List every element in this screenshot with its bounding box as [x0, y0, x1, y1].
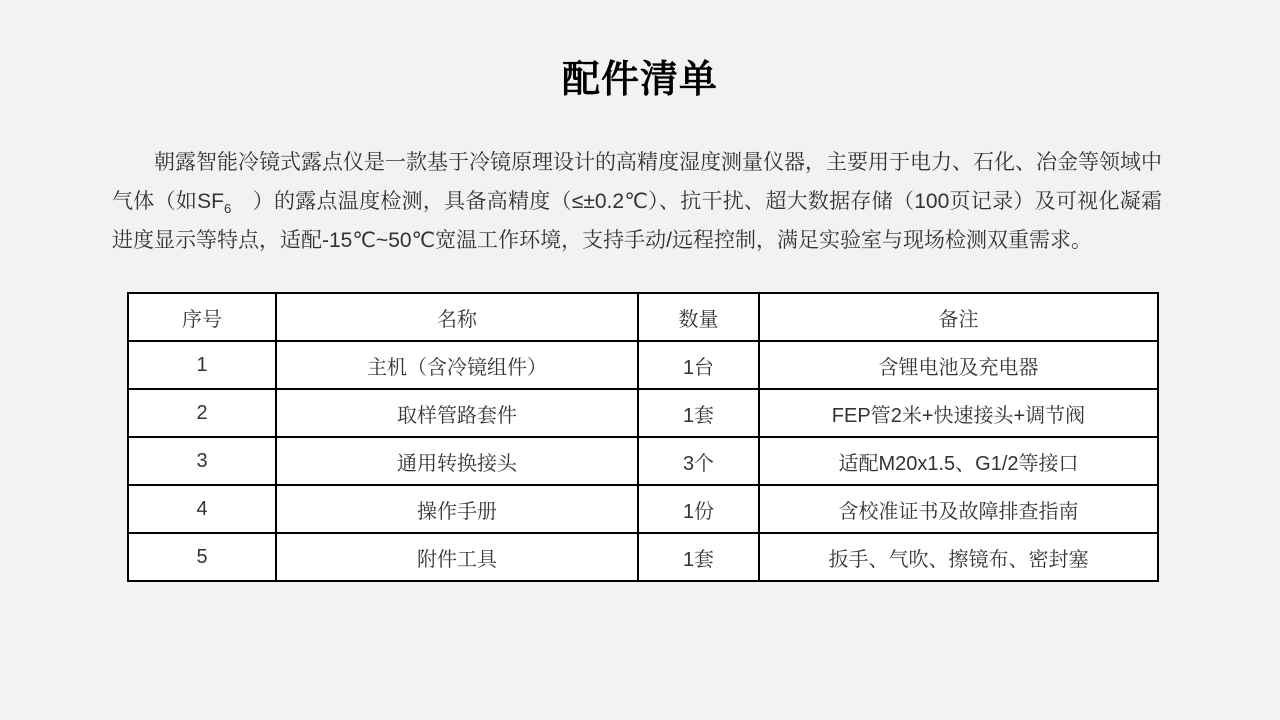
page-title: 配件清单	[561, 59, 718, 101]
table-header-row	[128, 293, 1158, 341]
cell-qty: 1套	[638, 389, 759, 437]
cell-remark: 含锂电池及充电器	[759, 341, 1158, 389]
cell-name: 操作手册	[276, 485, 638, 533]
cell-index: 2	[128, 389, 276, 437]
cell-index: 5	[128, 533, 276, 581]
cell-index: 4	[128, 485, 276, 533]
header-remark: 备注	[759, 293, 1158, 341]
cell-name: 取样管路套件	[276, 389, 638, 437]
accessories-table	[127, 292, 1159, 582]
cell-name: 主机（含冷镜组件）	[276, 341, 638, 389]
table-row	[128, 437, 1158, 485]
cell-index: 3	[128, 437, 276, 485]
cell-name: 附件工具	[276, 533, 638, 581]
cell-index: 1	[128, 341, 276, 389]
cell-remark: FEP管2米+快速接头+调节阀	[759, 389, 1158, 437]
intro-paragraph	[112, 143, 1162, 260]
table-row	[128, 533, 1158, 581]
intro-text-after-subscript: ）的露点温度检测，具备高精度（≤±0.2℃）、抗干扰、超大数据存储（100页记录）及可视化凝霜进度显示等特点，适配-15℃~50℃宽温工作环境，支持手动/远程控制，满足实验室与现场检测双重需求。	[112, 190, 1162, 252]
table-row	[128, 485, 1158, 533]
cell-qty: 1台	[638, 341, 759, 389]
cell-qty: 3个	[638, 437, 759, 485]
header-index: 序号	[128, 293, 276, 341]
header-name: 名称	[276, 293, 638, 341]
table-row	[128, 389, 1158, 437]
cell-remark: 适配M20x1.5、G1/2等接口	[759, 437, 1158, 485]
cell-qty: 1份	[638, 485, 759, 533]
intro-text-before-subscript: 朝露智能冷镜式露点仪是一款基于冷镜原理设计的高精度湿度测量仪器，主要用于电力、石化、冶金等领域中气体（如SF	[112, 151, 1162, 213]
cell-remark: 含校准证书及故障排查指南	[759, 485, 1158, 533]
table-row	[128, 341, 1158, 389]
header-qty: 数量	[638, 293, 759, 341]
cell-remark: 扳手、气吹、擦镜布、密封塞	[759, 533, 1158, 581]
cell-name: 通用转换接头	[276, 437, 638, 485]
cell-qty: 1套	[638, 533, 759, 581]
sf6-subscript: 6	[223, 201, 232, 217]
